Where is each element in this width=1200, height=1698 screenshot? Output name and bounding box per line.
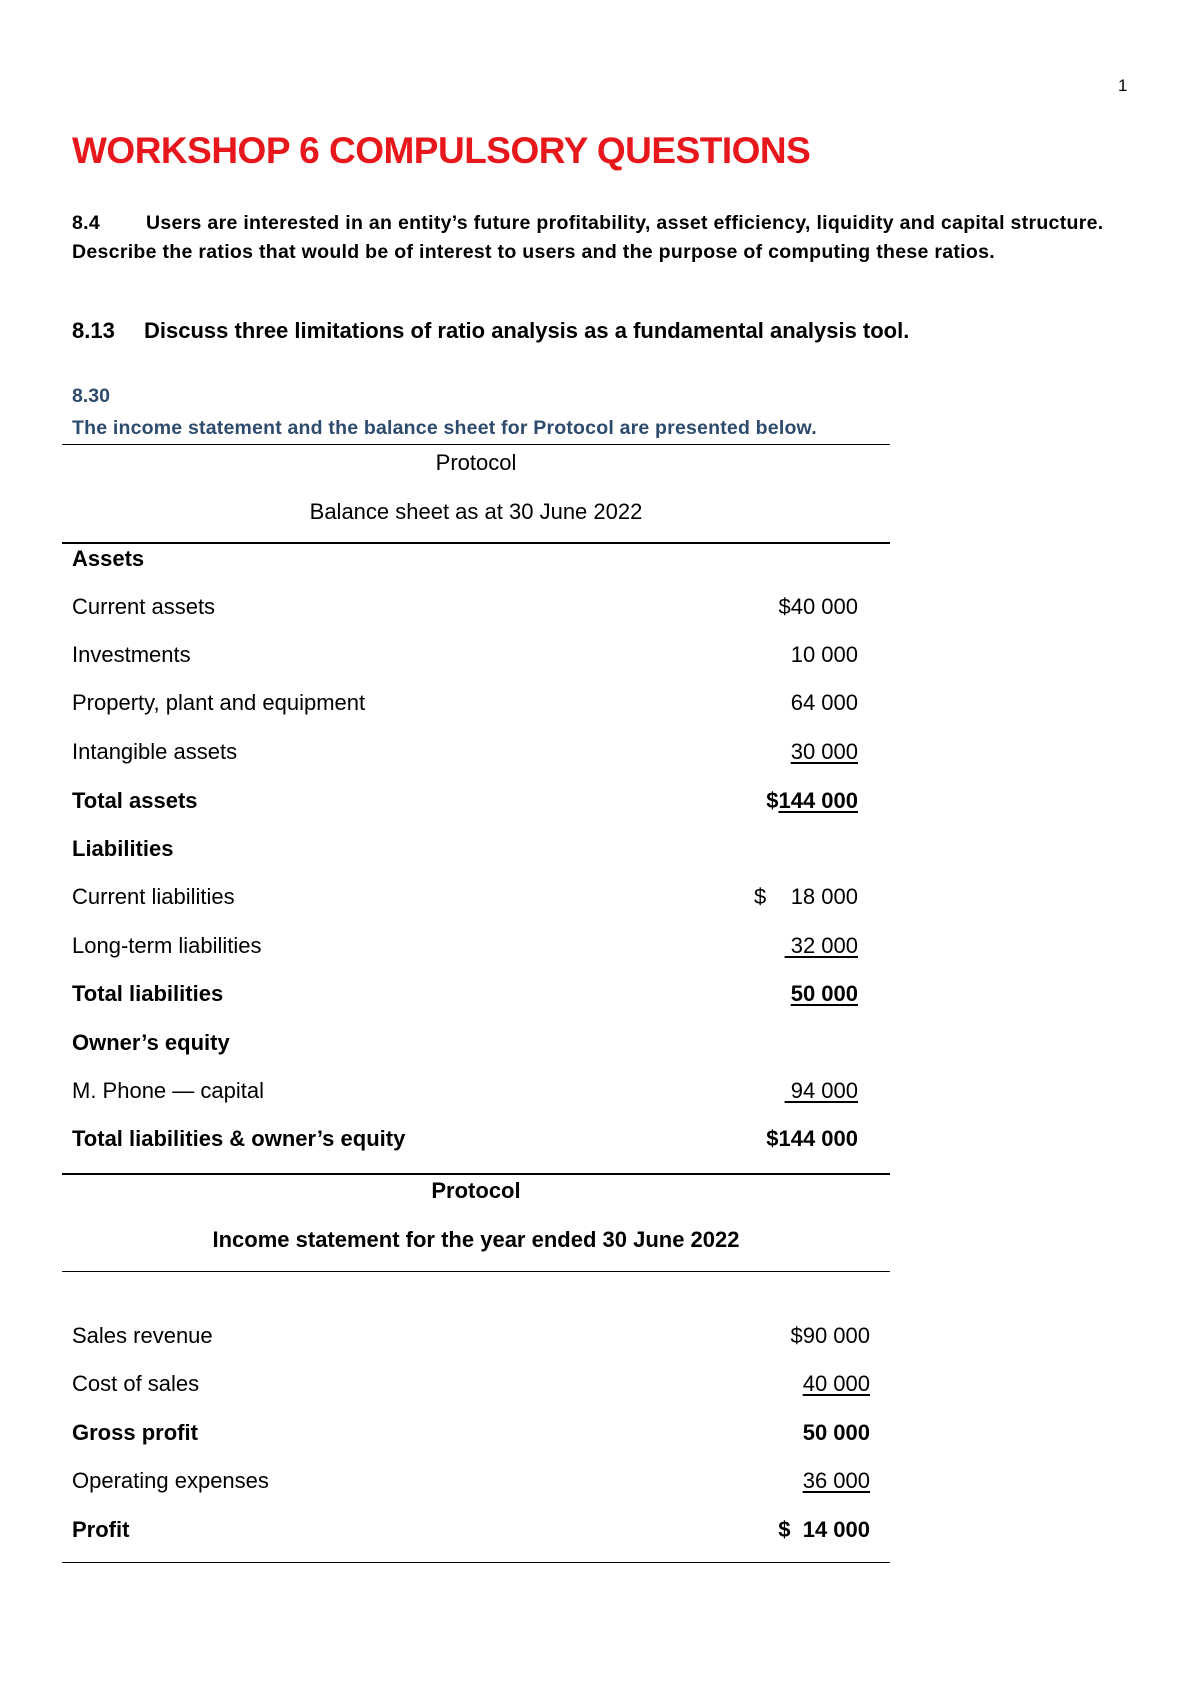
row-value: 50 000 (790, 981, 858, 1006)
balance-sheet-company: Protocol (435, 450, 517, 475)
row-value: $90 000 (790, 1323, 870, 1348)
table-row (72, 1468, 870, 1498)
question-8-13 (72, 318, 909, 344)
row-label: Liabilities (72, 836, 174, 861)
page-title: WORKSHOP 6 COMPULSORY QUESTIONS (72, 130, 811, 171)
row-label: Intangible assets (72, 739, 238, 764)
table-row (72, 933, 858, 963)
table-row (72, 642, 858, 672)
table-row (72, 739, 858, 769)
divider (62, 542, 890, 544)
row-label: Profit (72, 1517, 130, 1542)
table-row (72, 981, 858, 1011)
divider (62, 1271, 890, 1272)
row-value: $ 14 000 (778, 1517, 870, 1542)
table-row (72, 884, 858, 914)
question-8-30-text: The income statement and the balance sheet for Protocol are presented below. (72, 417, 817, 439)
amount: 144 000 (778, 788, 858, 813)
currency-symbol: $ (766, 788, 779, 813)
row-value: $144 000 (766, 1126, 858, 1151)
table-row (72, 1371, 870, 1401)
row-label: Property, plant and equipment (72, 690, 366, 715)
income-statement-heading: Income statement for the year ended 30 June 2022 (212, 1227, 740, 1252)
page-number: 1 (1118, 76, 1128, 95)
row-label: Total assets (72, 788, 198, 813)
table-row (72, 546, 858, 576)
question-number: 8.13 (72, 318, 115, 343)
row-label: Operating expenses (72, 1468, 269, 1493)
row-value: 64 000 (790, 690, 858, 715)
row-label: M. Phone — capital (72, 1078, 264, 1103)
row-value (766, 788, 858, 814)
row-label: Long-term liabilities (72, 933, 262, 958)
row-value: 94 000 (784, 1078, 858, 1103)
row-label: Current liabilities (72, 884, 235, 909)
row-value: 40 000 (802, 1371, 870, 1396)
row-value: 32 000 (784, 933, 858, 958)
row-label: Gross profit (72, 1420, 198, 1445)
row-value: 36 000 (802, 1468, 870, 1493)
question-8-30-number: 8.30 (72, 385, 110, 407)
row-value: 30 000 (790, 739, 858, 764)
row-label: Total liabilities (72, 981, 224, 1006)
row-value: 10 000 (790, 642, 858, 667)
row-value: $ 18 000 (754, 884, 858, 909)
table-row (72, 836, 858, 866)
row-value: $40 000 (778, 594, 858, 619)
row-label: Sales revenue (72, 1323, 213, 1348)
table-row (72, 690, 858, 720)
table-row (72, 788, 858, 818)
table-row (72, 1030, 858, 1060)
income-statement-company: Protocol (431, 1178, 521, 1203)
divider (62, 1562, 890, 1563)
question-number: 8.4 (72, 212, 101, 234)
table-row (72, 1517, 870, 1547)
row-label: Owner’s equity (72, 1030, 230, 1055)
question-text: Discuss three limitations of ratio analysis as a fundamental analysis tool. (144, 318, 910, 343)
row-label: Cost of sales (72, 1371, 200, 1396)
row-label: Assets (72, 546, 145, 571)
row-label: Current assets (72, 594, 216, 619)
divider (62, 1173, 890, 1175)
question-text: Users are interested in an entity’s future profitability, asset efficiency, liquidity and capital structure. Describe the ratios that would be of interest to users and the purpose of computing these ratios. (72, 212, 1104, 263)
row-value: 50 000 (802, 1420, 870, 1445)
table-row (72, 1420, 870, 1450)
table-row (72, 1126, 858, 1156)
balance-sheet-heading: Balance sheet as at 30 June 2022 (309, 499, 643, 524)
table-row (72, 1323, 870, 1353)
row-label: Investments (72, 642, 191, 667)
row-label: Total liabilities & owner’s equity (72, 1126, 406, 1151)
table-row (72, 1078, 858, 1108)
divider (62, 444, 890, 445)
table-row (72, 594, 858, 624)
question-8-4 (72, 209, 1142, 267)
